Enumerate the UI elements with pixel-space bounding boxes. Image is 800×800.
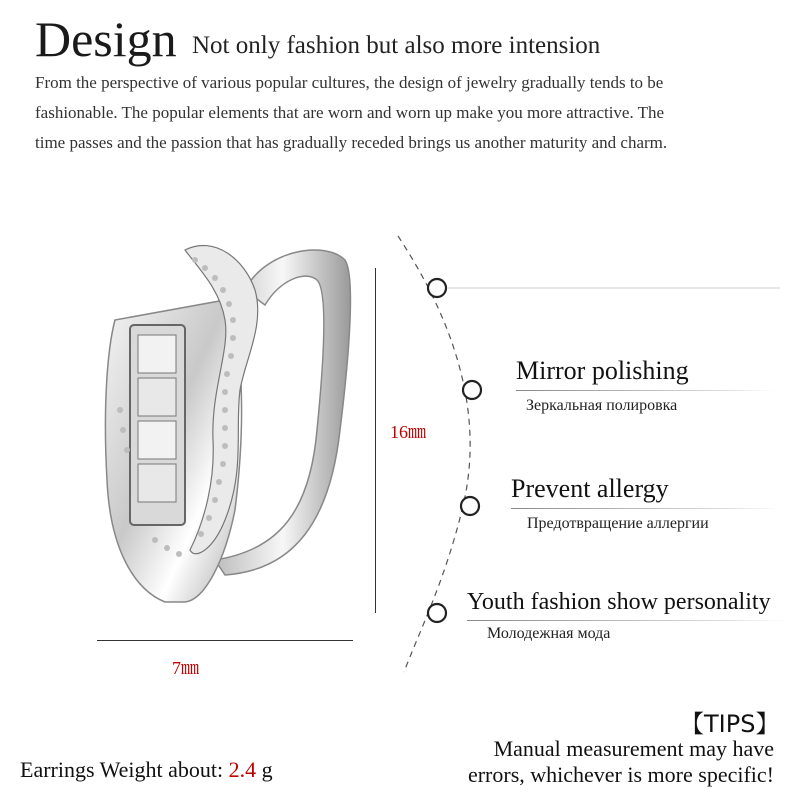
feature-title: Youth fashion show personality <box>467 589 771 615</box>
feature-subtitle: Молодежная мода <box>487 625 611 642</box>
weight-label: Earrings Weight about: <box>20 757 224 782</box>
height-dimension-label: 16㎜ <box>390 422 426 442</box>
node-circle-icon <box>463 381 481 399</box>
page-title: Design <box>35 11 177 67</box>
dashed-arc <box>398 236 470 672</box>
description-line: From the perspective of various popular cultures, the design of jewelry gradually tends to be <box>35 73 664 92</box>
weight-info <box>20 757 273 783</box>
feature-youth-fashion <box>467 590 787 643</box>
description <box>35 68 755 158</box>
tips-line: errors, whichever is more specific! <box>467 762 774 787</box>
tips-line: Manual measurement may have <box>493 736 774 761</box>
weight-value: 2.4 <box>228 757 257 782</box>
page-subtitle: Not only fashion but also more intension <box>192 32 601 59</box>
feature-title: Mirror polishing <box>516 356 689 385</box>
weight-unit: g <box>261 757 273 782</box>
feature-mirror-polishing <box>516 358 776 415</box>
description-line: time passes and the passion that has gradually receded brings us another maturity and charm. <box>35 133 668 152</box>
feature-subtitle: Предотвращение аллергии <box>527 515 709 532</box>
feature-prevent-allergy <box>511 476 781 533</box>
feature-subtitle: Зеркальная полировка <box>526 397 678 414</box>
width-dimension-line <box>97 640 353 641</box>
node-circle-icon <box>428 279 446 297</box>
node-circle-icon <box>428 604 446 622</box>
feature-underline <box>467 620 787 621</box>
description-line: fashionable. The popular elements that are worn and worn up make you more attractive. The <box>35 103 665 122</box>
width-dimension-label: 7㎜ <box>172 658 199 678</box>
tips-label: 【TIPS】 <box>680 710 780 738</box>
channel-stones <box>130 325 185 525</box>
node-circle-icon <box>461 497 479 515</box>
feature-underline <box>516 390 776 391</box>
feature-underline <box>511 508 781 509</box>
height-dimension-line <box>375 268 376 613</box>
earring-image <box>95 230 375 620</box>
feature-title: Prevent allergy <box>511 474 669 503</box>
tips-text <box>468 736 774 788</box>
